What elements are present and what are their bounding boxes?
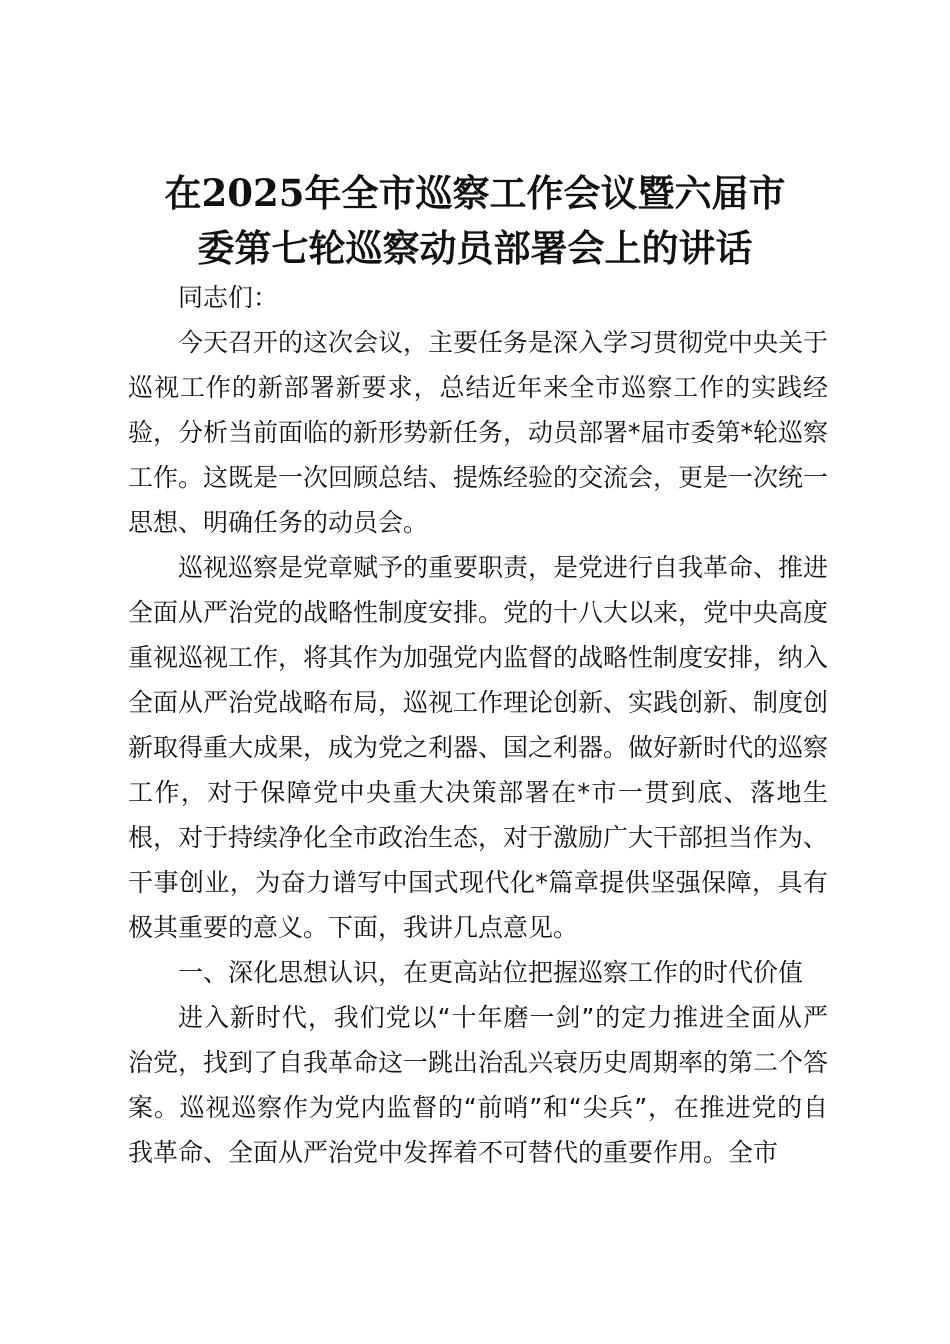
salutation: 同志们：	[178, 283, 279, 312]
title-line-1: 在2025年全市巡察工作会议暨六届市	[164, 171, 786, 215]
section-heading-1: 一、深化思想认识，在更高站位把握巡察工作的时代价值	[178, 958, 804, 987]
paragraph-intro: 今天召开的这次会议，主要任务是深入学习贯彻党中央关于巡视工作的新部署新要求，总结近年来全市巡察工作的实践经验，分析当前面临的新形势新任务，动员部署*届市委第*轮巡察工作。这既是一次回顾总结、提炼经验的交流会，更是一次统一思想、明确任务的动员会。	[128, 328, 829, 537]
document-body	[128, 275, 828, 1175]
paragraph-significance: 巡视巡察是党章赋予的重要职责，是党进行自我革命、推进全面从严治党的战略性制度安排。党的十八大以来，党中央高度重视巡视工作，将其作为加强党内监督的战略性制度安排，纳入全面从严治党战略布局，巡视工作理论创新、实践创新、制度创新取得重大成果，成为党之利器、国之利器。做好新时代的巡察工作，对于保障党中央重大决策部署在*市一贯到底、落地生根，对于持续净化全市政治生态，对于激励广大干部担当作为、干事创业，为奋力谱写中国式现代化*篇章提供坚强保障，具有极其重要的意义。下面，我讲几点意见。	[128, 553, 829, 942]
document-title	[100, 166, 850, 276]
title-line-2: 委第七轮巡察动员部署会上的讲话	[197, 226, 753, 270]
section-1-paragraph: 进入新时代，我们党以“十年磨一剑”的定力推进全面从严治党，找到了自我革命这一跳出治乱兴衰历史周期率的第二个答案。巡视巡察作为党内监督的“前哨”和“尖兵”，在推进党的自我革命、全面从严治党中发挥着不可替代的重要作用。全市	[128, 1003, 829, 1167]
